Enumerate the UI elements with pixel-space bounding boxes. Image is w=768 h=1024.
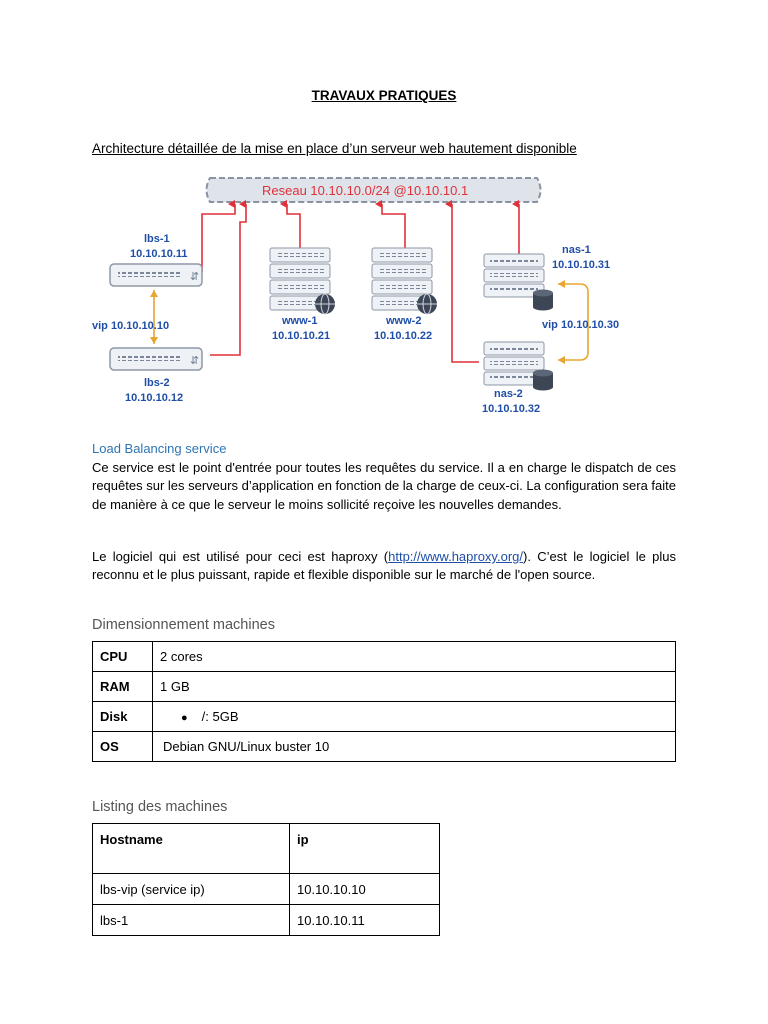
svg-text:10.10.10.32: 10.10.10.32 <box>482 403 541 415</box>
nas-vip-link <box>542 284 619 360</box>
network-bus <box>207 178 541 202</box>
svg-text:10.10.10.22: 10.10.10.22 <box>374 330 433 342</box>
svg-text:nas-1: nas-1 <box>562 244 591 256</box>
svg-text:vip 10.10.10.10: vip 10.10.10.10 <box>92 320 170 332</box>
svg-text:lbs-2: lbs-2 <box>144 377 170 389</box>
nas1-server <box>484 244 610 311</box>
svg-text:nas-2: nas-2 <box>494 388 523 400</box>
www1-server <box>270 248 335 342</box>
document-subtitle: Architecture détaillée de la mise en place d’un serveur web hautement disponible <box>92 141 577 156</box>
dimensionnement-heading: Dimensionnement machines <box>92 617 275 633</box>
table-header-row: Hostname ip <box>93 824 440 874</box>
svg-text:⇵: ⇵ <box>190 355 200 367</box>
table-row: Disk ● /: 5GB <box>93 702 676 732</box>
www2-server <box>372 248 437 342</box>
haproxy-link[interactable]: http://www.haproxy.org/ <box>388 549 523 564</box>
table-row: RAM 1 GB <box>93 672 676 702</box>
svg-text:⇵: ⇵ <box>190 271 200 283</box>
svg-text:lbs-1: lbs-1 <box>144 233 170 245</box>
table-row: lbs-vip (service ip) 10.10.10.10 <box>93 874 440 905</box>
load-balancing-heading: Load Balancing service <box>92 441 227 456</box>
svg-text:10.10.10.12: 10.10.10.12 <box>125 392 184 404</box>
lbs2-device <box>110 348 202 404</box>
load-balancing-paragraph: Ce service est le point d'entrée pour toutes les requêtes du service. Il a en charge le dispatch de ces requêtes sur les serveurs d’application en fonction de la charge de ceux-ci. La configuration sera faite de manière à ce que le serveur le moins sollicité reçoive les nouvelles demandes. <box>92 460 676 512</box>
table-row: lbs-1 10.10.10.11 <box>93 905 440 936</box>
nas2-server <box>482 342 553 415</box>
svg-text:10.10.10.21: 10.10.10.21 <box>272 330 331 342</box>
haproxy-paragraph: Le logiciel qui est utilisé pour ceci est haproxy (http://www.haproxy.org/). C’est le logiciel le plus reconnu et le plus puissant, rapide et flexible disponible sur le marché de l'open source. <box>92 549 676 583</box>
network-links <box>202 204 519 362</box>
bullet-icon: ● <box>181 712 188 724</box>
dimensionnement-table <box>92 641 676 762</box>
svg-text:vip 10.10.10.30: vip 10.10.10.30 <box>542 319 620 331</box>
svg-text:10.10.10.31: 10.10.10.31 <box>552 259 611 271</box>
listing-heading: Listing des machines <box>92 799 228 815</box>
page-title: TRAVAUX PRATIQUES <box>311 88 457 103</box>
lbs1-device <box>110 233 202 286</box>
architecture-diagram <box>92 172 674 422</box>
lbs-vip-link <box>92 290 169 344</box>
svg-text:www-2: www-2 <box>386 315 422 327</box>
listing-table <box>92 823 440 936</box>
svg-text:10.10.10.11: 10.10.10.11 <box>130 248 188 260</box>
table-row: OS Debian GNU/Linux buster 10 <box>93 732 676 762</box>
svg-text:www-1: www-1 <box>282 315 318 327</box>
table-row: CPU 2 cores <box>93 642 676 672</box>
network-label: Reseau 10.10.10.0/24 @10.10.10.1 <box>262 183 469 198</box>
